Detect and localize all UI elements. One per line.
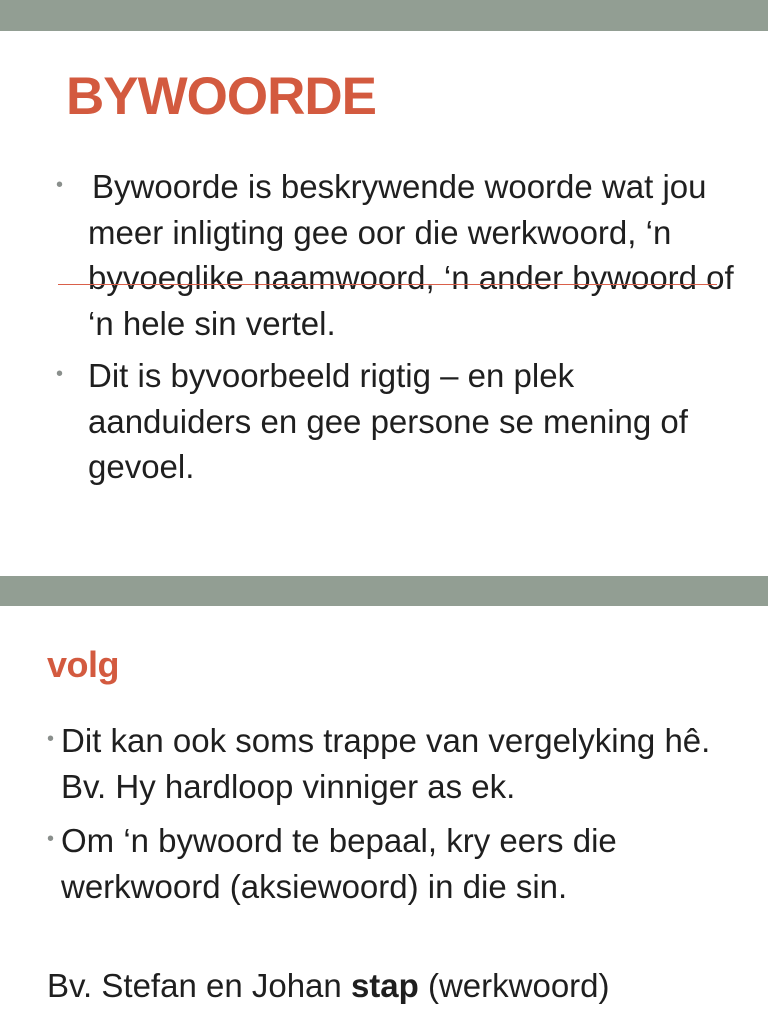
bullet-icon: • — [47, 728, 55, 750]
list-item — [56, 164, 736, 346]
paragraph-text: (werkwoord) — [418, 967, 610, 1004]
slide-bywoorde — [0, 31, 768, 576]
paragraph-text: Bv. Stefan en Johan — [47, 967, 351, 1004]
bullet-text: Om ‘n bywoord te bepaal, kry eers die werkwoord (aksiewoord) in die sin. — [61, 822, 617, 905]
bullet-icon: • — [56, 363, 64, 385]
annotation-line — [58, 284, 717, 285]
top-decorative-bar — [0, 0, 768, 31]
bullet-text: Dit is byvoorbeeld rigtig – en plek aanduiders en gee persone se mening of gevoel. — [88, 357, 688, 485]
list-item — [47, 718, 747, 810]
slide-volg — [0, 606, 768, 1024]
bullet-text: Bywoorde is beskrywende woorde wat jou meer inligting gee oor die werkwoord, ‘n byvoeglike naamwoord, ‘n ander bywoord of ‘n hele sin vertel. — [88, 168, 734, 342]
bullet-text: Dit kan ook soms trappe van vergelyking hê. Bv. Hy hardloop vinniger as ek. — [61, 722, 711, 805]
bold-verb: stap — [350, 967, 419, 1004]
example-paragraph — [47, 963, 747, 1009]
bullet-icon: • — [47, 828, 55, 850]
bullet-list — [56, 164, 736, 490]
slide-title: volg — [47, 644, 120, 685]
list-item — [56, 353, 736, 490]
bullet-list — [47, 718, 747, 910]
bullet-icon: • — [56, 174, 64, 196]
middle-decorative-bar — [0, 576, 768, 606]
list-item — [47, 818, 747, 910]
slide-title: BYWOORDE — [66, 67, 376, 126]
